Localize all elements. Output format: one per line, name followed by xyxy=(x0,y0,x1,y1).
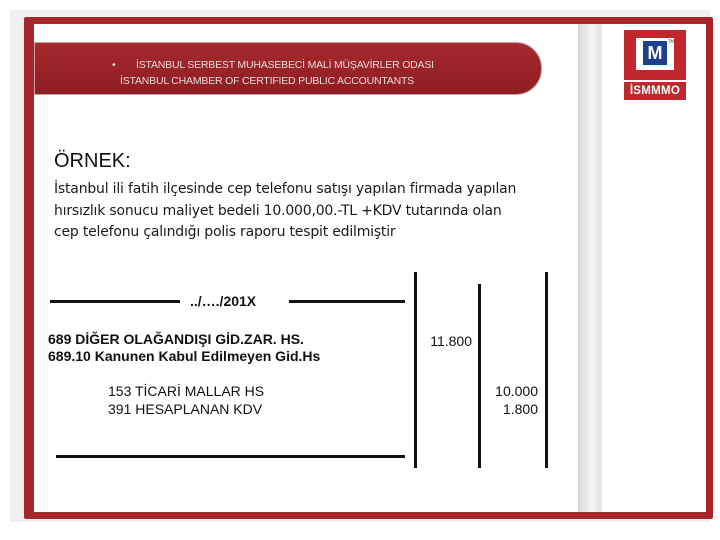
header-title-en: İSTANBUL CHAMBER OF CERTIFIED PUBLIC ACCOUNTANTS xyxy=(120,75,414,87)
journal-bottom-rule xyxy=(56,455,405,458)
logo-tm: TM xyxy=(668,39,674,44)
logo-mark: M xyxy=(643,41,667,65)
credit-amount-1: 10.000 xyxy=(495,383,538,399)
content-sheet xyxy=(34,24,578,512)
credit-account-2: 391 HESAPLANAN KDV xyxy=(108,401,263,417)
example-title: ÖRNEK: xyxy=(54,150,131,172)
credit-amount-2: 1.800 xyxy=(502,401,538,417)
description-line: cep telefonu çalındığı polis raporu tespit edilmiştir xyxy=(54,224,396,240)
description-line: İstanbul ili fatih ilçesinde cep telefonu satışı yapılan firmada yapılan xyxy=(54,181,517,197)
debit-account-sub: 689.10 Kanunen Kabul Edilmeyen Gid.Hs xyxy=(48,348,321,364)
ismmmo-logo xyxy=(624,30,686,102)
example-description xyxy=(54,179,574,244)
header-title-tr: İSTANBUL SERBEST MUHASEBECİ MALİ MÜŞAVİRLER ODASI xyxy=(136,59,434,71)
description-line: hırsızlık sonucu maliyet bedeli 10.000,00.-TL +KDV tutarında olan xyxy=(54,202,502,219)
debit-amount: 11.800 xyxy=(430,333,472,349)
journal-divider-3 xyxy=(545,272,548,468)
journal-top-rule-right xyxy=(289,300,405,303)
logo-text: İSMMMO xyxy=(624,82,686,100)
header-bullet: • xyxy=(112,59,116,71)
credit-account-1: 153 TİCARİ MALLAR HS xyxy=(108,383,265,399)
journal-divider-2 xyxy=(478,284,481,468)
journal-top-rule-left xyxy=(50,300,180,303)
journal-date: ../…./201X xyxy=(190,293,257,309)
debit-account-main: 689 DİĞER OLAĞANDIŞI GİD.ZAR. HS. xyxy=(48,331,304,347)
page-fold xyxy=(578,24,602,512)
journal-divider-1 xyxy=(414,272,417,468)
